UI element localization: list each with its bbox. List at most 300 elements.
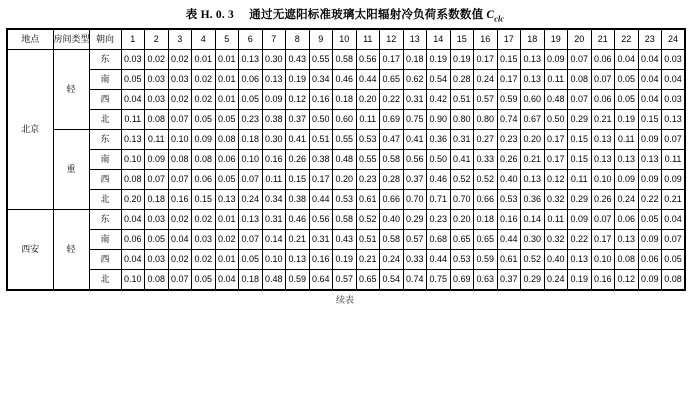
value-cell: 0.51 (450, 90, 474, 110)
value-cell: 0.58 (333, 210, 357, 230)
value-cell: 0.14 (262, 230, 286, 250)
value-cell: 0.08 (192, 150, 216, 170)
value-cell: 0.68 (427, 230, 451, 250)
value-cell: 0.04 (662, 70, 686, 90)
value-cell: 0.46 (427, 170, 451, 190)
mass-cell-heavy: 重 (53, 130, 89, 210)
value-cell: 0.36 (427, 130, 451, 150)
value-cell: 0.34 (309, 70, 333, 90)
value-cell: 0.08 (568, 70, 592, 90)
table-title (6, 6, 684, 23)
value-cell: 0.08 (145, 110, 169, 130)
value-cell: 0.52 (450, 170, 474, 190)
value-cell: 0.38 (262, 110, 286, 130)
value-cell: 0.70 (403, 190, 427, 210)
value-cell: 0.12 (286, 90, 310, 110)
value-cell: 0.03 (192, 230, 216, 250)
value-cell: 0.30 (521, 230, 545, 250)
value-cell: 0.18 (403, 50, 427, 70)
value-cell: 0.06 (591, 50, 615, 70)
value-cell: 0.59 (286, 270, 310, 291)
header-hour-1: 1 (121, 29, 145, 50)
table-head (7, 29, 685, 50)
value-cell: 0.11 (568, 170, 592, 190)
value-cell: 0.02 (168, 50, 192, 70)
value-cell: 0.14 (521, 210, 545, 230)
value-cell: 0.29 (403, 210, 427, 230)
header-orientation: 朝向 (89, 29, 121, 50)
value-cell: 0.36 (521, 190, 545, 210)
value-cell: 0.07 (591, 210, 615, 230)
value-cell: 0.65 (474, 230, 498, 250)
table-row (7, 90, 685, 110)
value-cell: 0.41 (286, 130, 310, 150)
header-hour-16: 16 (474, 29, 498, 50)
value-cell: 0.15 (568, 150, 592, 170)
value-cell: 0.70 (450, 190, 474, 210)
value-cell: 0.11 (356, 110, 380, 130)
value-cell: 0.10 (591, 250, 615, 270)
value-cell: 0.52 (521, 250, 545, 270)
value-cell: 0.62 (403, 70, 427, 90)
value-cell: 0.31 (403, 90, 427, 110)
value-cell: 0.71 (427, 190, 451, 210)
value-cell: 0.24 (474, 70, 498, 90)
value-cell: 0.11 (544, 210, 568, 230)
value-cell: 0.11 (145, 130, 169, 150)
value-cell: 0.16 (168, 190, 192, 210)
value-cell: 0.11 (262, 170, 286, 190)
value-cell: 0.44 (427, 250, 451, 270)
value-cell: 0.75 (403, 110, 427, 130)
value-cell: 0.05 (192, 110, 216, 130)
value-cell: 0.29 (521, 270, 545, 291)
value-cell: 0.17 (544, 150, 568, 170)
value-cell: 0.21 (662, 190, 686, 210)
value-cell: 0.16 (309, 250, 333, 270)
value-cell: 0.31 (450, 130, 474, 150)
value-cell: 0.03 (662, 50, 686, 70)
header-hour-24: 24 (662, 29, 686, 50)
value-cell: 0.52 (474, 170, 498, 190)
value-cell: 0.60 (521, 90, 545, 110)
table-row (7, 150, 685, 170)
value-cell: 0.07 (168, 170, 192, 190)
value-cell: 0.13 (239, 210, 263, 230)
header-hour-8: 8 (286, 29, 310, 50)
header-hour-3: 3 (168, 29, 192, 50)
value-cell: 0.04 (121, 210, 145, 230)
place-cell-xian: 西安 (7, 210, 53, 291)
value-cell: 0.13 (286, 250, 310, 270)
value-cell: 0.19 (450, 50, 474, 70)
value-cell: 0.04 (121, 90, 145, 110)
value-cell: 0.03 (121, 50, 145, 70)
value-cell: 0.07 (239, 170, 263, 190)
value-cell: 0.15 (497, 50, 521, 70)
value-cell: 0.08 (168, 150, 192, 170)
orientation-cell: 东 (89, 210, 121, 230)
value-cell: 0.30 (262, 130, 286, 150)
value-cell: 0.02 (192, 210, 216, 230)
value-cell: 0.47 (380, 130, 404, 150)
orientation-cell: 南 (89, 230, 121, 250)
value-cell: 0.17 (309, 170, 333, 190)
value-cell: 0.28 (380, 170, 404, 190)
value-cell: 0.20 (356, 90, 380, 110)
value-cell: 0.10 (168, 130, 192, 150)
value-cell: 0.16 (497, 210, 521, 230)
value-cell: 0.06 (591, 90, 615, 110)
value-cell: 0.05 (615, 70, 639, 90)
value-cell: 0.13 (591, 150, 615, 170)
value-cell: 0.13 (638, 150, 662, 170)
value-cell: 0.02 (168, 250, 192, 270)
value-cell: 0.09 (638, 130, 662, 150)
value-cell: 0.69 (380, 110, 404, 130)
value-cell: 0.02 (168, 210, 192, 230)
value-cell: 0.11 (662, 150, 686, 170)
value-cell: 0.20 (333, 170, 357, 190)
value-cell: 0.19 (615, 110, 639, 130)
header-hour-20: 20 (568, 29, 592, 50)
value-cell: 0.61 (356, 190, 380, 210)
value-cell: 0.13 (121, 130, 145, 150)
value-cell: 0.05 (615, 90, 639, 110)
value-cell: 0.07 (145, 170, 169, 190)
value-cell: 0.13 (521, 70, 545, 90)
table-number: 表 H. 0. 3 (185, 9, 234, 21)
value-cell: 0.44 (309, 190, 333, 210)
value-cell: 0.02 (168, 90, 192, 110)
value-cell: 0.26 (286, 150, 310, 170)
value-cell: 0.07 (662, 230, 686, 250)
value-cell: 0.53 (497, 190, 521, 210)
value-cell: 0.12 (615, 270, 639, 291)
value-cell: 0.48 (262, 270, 286, 291)
header-hour-12: 12 (380, 29, 404, 50)
value-cell: 0.04 (215, 270, 239, 291)
value-cell: 0.57 (474, 90, 498, 110)
value-cell: 0.12 (544, 170, 568, 190)
value-cell: 0.21 (356, 250, 380, 270)
value-cell: 0.19 (286, 70, 310, 90)
value-cell: 0.03 (662, 90, 686, 110)
value-cell: 0.32 (544, 230, 568, 250)
value-cell: 0.11 (121, 110, 145, 130)
value-cell: 0.58 (380, 150, 404, 170)
value-cell: 0.06 (638, 250, 662, 270)
value-cell: 0.09 (662, 170, 686, 190)
header-hour-19: 19 (544, 29, 568, 50)
value-cell: 0.21 (521, 150, 545, 170)
value-cell: 0.08 (662, 270, 686, 291)
value-cell: 0.29 (568, 190, 592, 210)
header-hour-9: 9 (309, 29, 333, 50)
value-cell: 0.33 (474, 150, 498, 170)
header-hour-18: 18 (521, 29, 545, 50)
value-cell: 0.23 (356, 170, 380, 190)
value-cell: 0.06 (215, 150, 239, 170)
header-place: 地点 (7, 29, 53, 50)
value-cell: 0.07 (591, 70, 615, 90)
value-cell: 0.46 (333, 70, 357, 90)
value-cell: 0.55 (356, 150, 380, 170)
value-cell: 0.07 (568, 50, 592, 70)
value-cell: 0.07 (568, 90, 592, 110)
value-cell: 0.04 (638, 70, 662, 90)
value-cell: 0.55 (309, 50, 333, 70)
value-cell: 0.17 (497, 70, 521, 90)
value-cell: 0.18 (145, 190, 169, 210)
value-cell: 0.09 (192, 130, 216, 150)
value-cell: 0.10 (121, 270, 145, 291)
value-cell: 0.07 (239, 230, 263, 250)
value-cell: 0.05 (638, 210, 662, 230)
value-cell: 0.13 (568, 250, 592, 270)
value-cell: 0.31 (262, 210, 286, 230)
value-cell: 0.04 (638, 90, 662, 110)
value-cell: 0.13 (521, 170, 545, 190)
value-cell: 0.59 (474, 250, 498, 270)
value-cell: 0.59 (497, 90, 521, 110)
value-cell: 0.09 (638, 170, 662, 190)
value-cell: 0.08 (121, 170, 145, 190)
value-cell: 0.04 (662, 210, 686, 230)
value-cell: 0.01 (215, 210, 239, 230)
value-cell: 0.75 (427, 270, 451, 291)
value-cell: 0.19 (333, 250, 357, 270)
value-cell: 0.46 (286, 210, 310, 230)
value-cell: 0.20 (521, 130, 545, 150)
value-cell: 0.17 (591, 230, 615, 250)
value-cell: 0.26 (591, 190, 615, 210)
value-cell: 0.34 (262, 190, 286, 210)
table-row (7, 210, 685, 230)
header-hour-22: 22 (615, 29, 639, 50)
header-hour-6: 6 (239, 29, 263, 50)
value-cell: 0.53 (356, 130, 380, 150)
header-hour-2: 2 (145, 29, 169, 50)
value-cell: 0.09 (262, 90, 286, 110)
value-cell: 0.37 (286, 110, 310, 130)
value-cell: 0.27 (474, 130, 498, 150)
value-cell: 0.40 (380, 210, 404, 230)
value-cell: 0.07 (662, 130, 686, 150)
value-cell: 0.06 (239, 70, 263, 90)
value-cell: 0.37 (403, 170, 427, 190)
value-cell: 0.09 (638, 270, 662, 291)
value-cell: 0.13 (215, 190, 239, 210)
value-cell: 0.05 (662, 250, 686, 270)
value-cell: 0.56 (356, 50, 380, 70)
value-cell: 0.13 (591, 130, 615, 150)
value-cell: 0.38 (309, 150, 333, 170)
table-title-text: 通过无遮阳标准玻璃太阳辐射冷负荷系数数值 (249, 9, 484, 21)
value-cell: 0.19 (568, 270, 592, 291)
header-hour-15: 15 (450, 29, 474, 50)
value-cell: 0.40 (497, 170, 521, 190)
value-cell: 0.02 (215, 230, 239, 250)
orientation-cell: 南 (89, 150, 121, 170)
value-cell: 0.18 (333, 90, 357, 110)
header-hour-21: 21 (591, 29, 615, 50)
value-cell: 0.24 (380, 250, 404, 270)
header-row (7, 29, 685, 50)
value-cell: 0.51 (356, 230, 380, 250)
value-cell: 0.53 (450, 250, 474, 270)
value-cell: 0.63 (474, 270, 498, 291)
value-cell: 0.26 (497, 150, 521, 170)
value-cell: 0.80 (474, 110, 498, 130)
value-cell: 0.15 (286, 170, 310, 190)
value-cell: 0.17 (544, 130, 568, 150)
table-row (7, 230, 685, 250)
value-cell: 0.04 (168, 230, 192, 250)
mass-cell-light: 轻 (53, 50, 89, 130)
value-cell: 0.50 (309, 110, 333, 130)
orientation-cell: 西 (89, 250, 121, 270)
value-cell: 0.13 (615, 150, 639, 170)
value-cell: 0.08 (215, 130, 239, 150)
header-hour-14: 14 (427, 29, 451, 50)
value-cell: 0.10 (591, 170, 615, 190)
table-title-code: C (486, 9, 495, 21)
coefficient-table (6, 28, 686, 291)
value-cell: 0.80 (450, 110, 474, 130)
value-cell: 0.09 (544, 50, 568, 70)
value-cell: 0.52 (356, 210, 380, 230)
value-cell: 0.18 (239, 270, 263, 291)
value-cell: 0.65 (356, 270, 380, 291)
value-cell: 0.31 (309, 230, 333, 250)
table-body (7, 50, 685, 291)
value-cell: 0.44 (497, 230, 521, 250)
value-cell: 0.13 (615, 230, 639, 250)
value-cell: 0.03 (145, 250, 169, 270)
orientation-cell: 东 (89, 130, 121, 150)
value-cell: 0.66 (380, 190, 404, 210)
value-cell: 0.33 (403, 250, 427, 270)
value-cell: 0.04 (638, 50, 662, 70)
place-cell-beijing: 北京 (7, 50, 53, 210)
table-row (7, 270, 685, 291)
value-cell: 0.61 (497, 250, 521, 270)
value-cell: 0.24 (544, 270, 568, 291)
table-row (7, 70, 685, 90)
value-cell: 0.43 (286, 50, 310, 70)
table-row (7, 110, 685, 130)
value-cell: 0.06 (121, 230, 145, 250)
value-cell: 0.65 (450, 230, 474, 250)
value-cell: 0.10 (262, 250, 286, 270)
value-cell: 0.06 (192, 170, 216, 190)
value-cell: 0.09 (615, 170, 639, 190)
value-cell: 0.13 (662, 110, 686, 130)
value-cell: 0.48 (544, 90, 568, 110)
value-cell: 0.23 (239, 110, 263, 130)
value-cell: 0.01 (215, 50, 239, 70)
value-cell: 0.74 (403, 270, 427, 291)
value-cell: 0.54 (427, 70, 451, 90)
value-cell: 0.21 (591, 110, 615, 130)
value-cell: 0.24 (239, 190, 263, 210)
orientation-cell: 东 (89, 50, 121, 70)
value-cell: 0.16 (262, 150, 286, 170)
header-hour-4: 4 (192, 29, 216, 50)
table-row (7, 170, 685, 190)
header-hour-17: 17 (497, 29, 521, 50)
value-cell: 0.03 (145, 70, 169, 90)
value-cell: 0.23 (427, 210, 451, 230)
orientation-cell: 北 (89, 270, 121, 291)
value-cell: 0.03 (168, 70, 192, 90)
value-cell: 0.04 (121, 250, 145, 270)
table-row (7, 50, 685, 70)
value-cell: 0.13 (262, 70, 286, 90)
value-cell: 0.22 (568, 230, 592, 250)
value-cell: 0.05 (121, 70, 145, 90)
value-cell: 0.02 (192, 90, 216, 110)
mass-cell-light: 轻 (53, 210, 89, 291)
orientation-cell: 北 (89, 110, 121, 130)
value-cell: 0.07 (168, 270, 192, 291)
value-cell: 0.07 (168, 110, 192, 130)
value-cell: 0.48 (333, 150, 357, 170)
value-cell: 0.09 (145, 150, 169, 170)
value-cell: 0.65 (380, 70, 404, 90)
orientation-cell: 北 (89, 190, 121, 210)
value-cell: 0.56 (403, 150, 427, 170)
orientation-cell: 南 (89, 70, 121, 90)
value-cell: 0.22 (380, 90, 404, 110)
value-cell: 0.60 (333, 110, 357, 130)
value-cell: 0.56 (309, 210, 333, 230)
value-cell: 0.32 (544, 190, 568, 210)
value-cell: 0.05 (239, 90, 263, 110)
value-cell: 0.03 (145, 210, 169, 230)
value-cell: 0.01 (215, 90, 239, 110)
value-cell: 0.05 (215, 170, 239, 190)
value-cell: 0.05 (239, 250, 263, 270)
value-cell: 0.03 (145, 90, 169, 110)
value-cell: 0.30 (262, 50, 286, 70)
value-cell: 0.05 (215, 110, 239, 130)
value-cell: 0.20 (121, 190, 145, 210)
value-cell: 0.09 (568, 210, 592, 230)
value-cell: 0.24 (615, 190, 639, 210)
header-hour-13: 13 (403, 29, 427, 50)
header-room-type: 房间类型 (53, 29, 89, 50)
value-cell: 0.51 (309, 130, 333, 150)
table-row (7, 130, 685, 150)
value-cell: 0.29 (568, 110, 592, 130)
header-hour-7: 7 (262, 29, 286, 50)
value-cell: 0.64 (309, 270, 333, 291)
value-cell: 0.02 (192, 70, 216, 90)
value-cell: 0.10 (239, 150, 263, 170)
value-cell: 0.42 (427, 90, 451, 110)
value-cell: 0.38 (286, 190, 310, 210)
continued-note: 续表 (335, 295, 354, 306)
orientation-cell: 西 (89, 170, 121, 190)
value-cell: 0.19 (427, 50, 451, 70)
value-cell: 0.17 (474, 50, 498, 70)
value-cell: 0.69 (450, 270, 474, 291)
value-cell: 0.50 (544, 110, 568, 130)
value-cell: 0.11 (544, 70, 568, 90)
value-cell: 0.23 (497, 130, 521, 150)
